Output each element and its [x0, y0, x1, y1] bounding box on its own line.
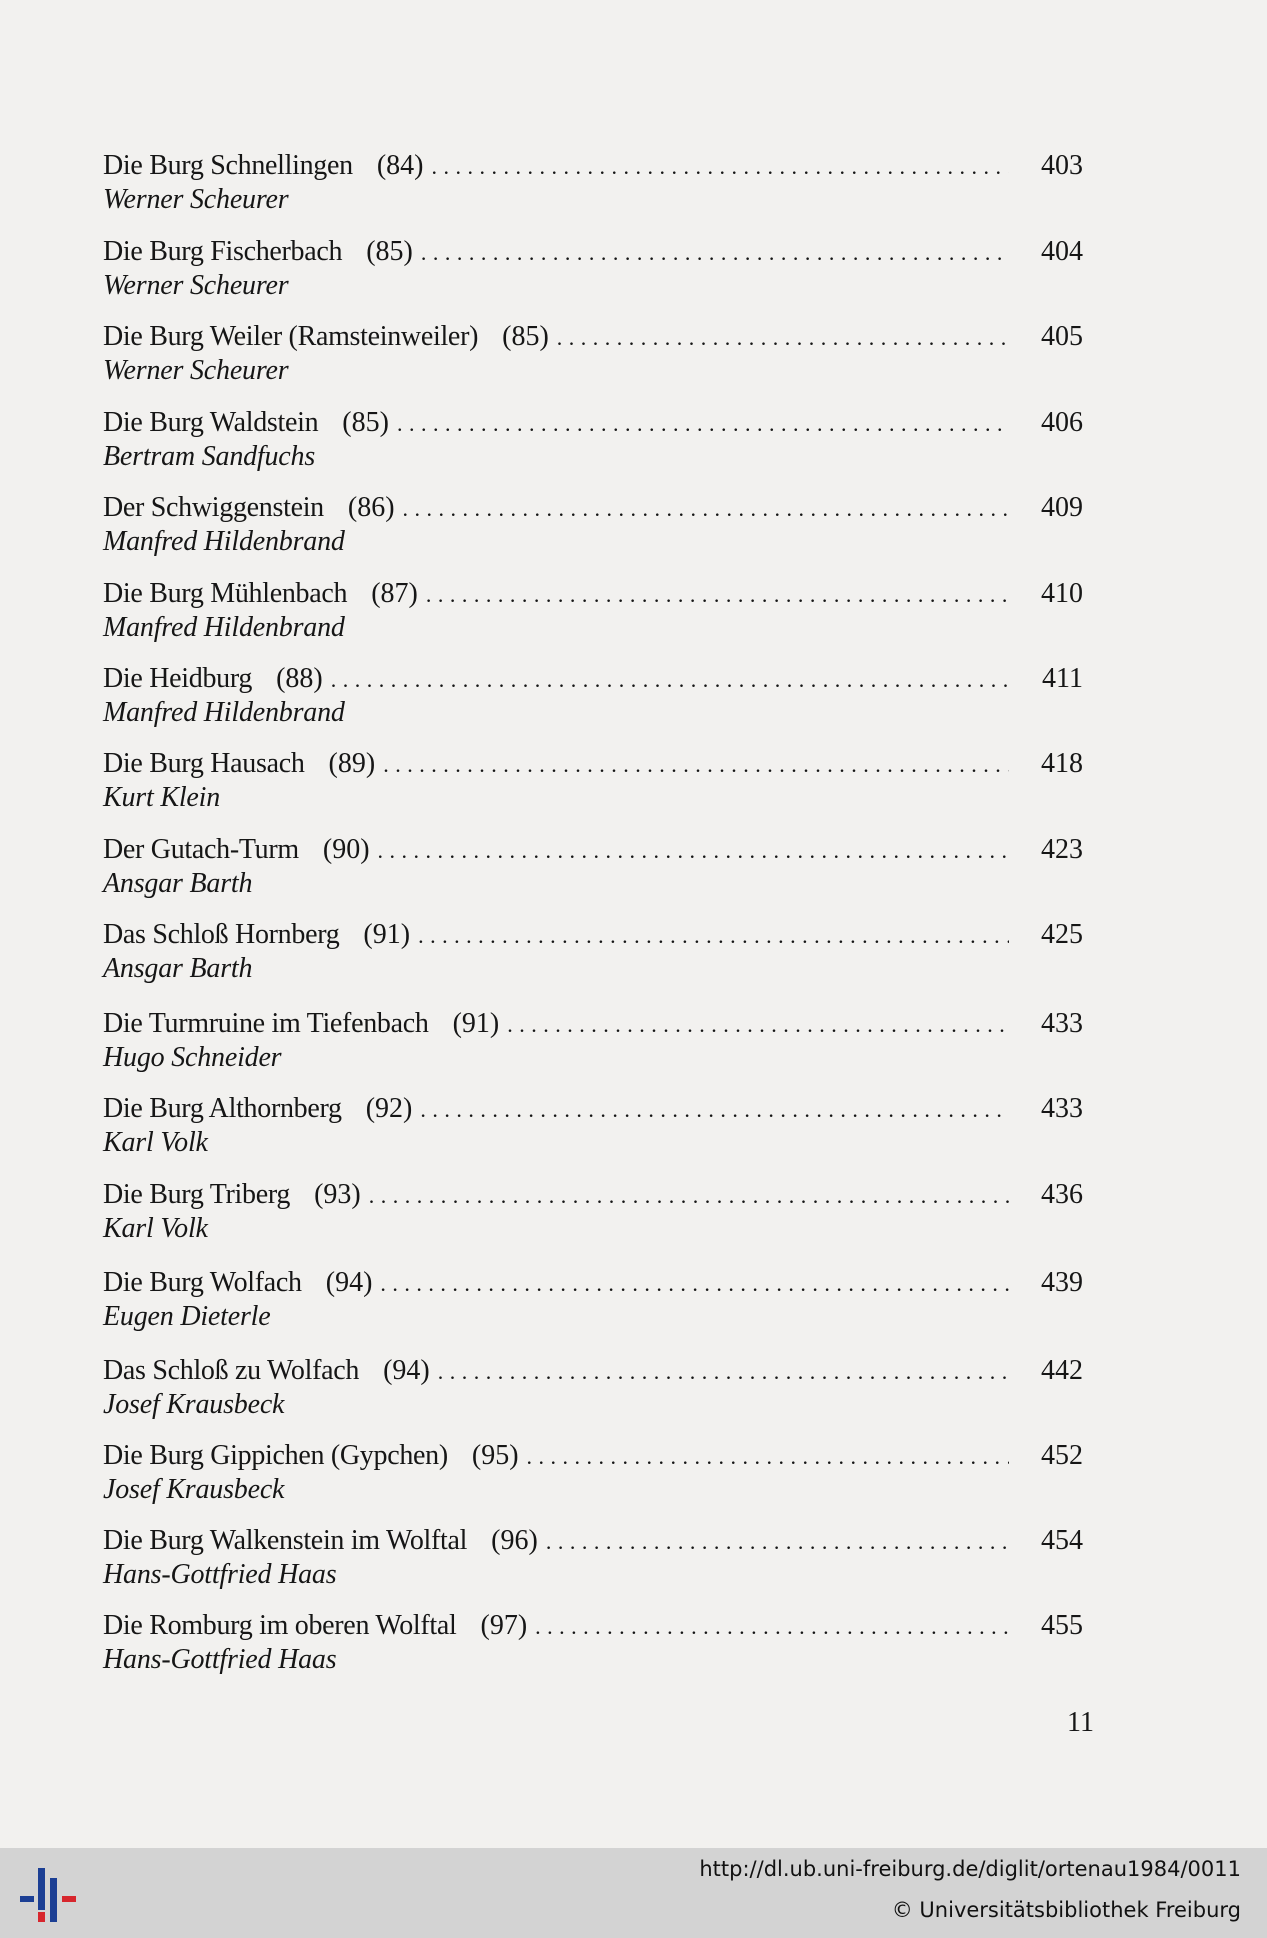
entry-page: 442 [1041, 1355, 1083, 1386]
entry-title: Die Burg Fischerbach [103, 236, 343, 267]
toc-entry [103, 146, 1083, 226]
entry-title: Die Burg Wolfach [103, 1267, 302, 1298]
toc-entry [103, 830, 1083, 910]
toc-entry [103, 403, 1083, 483]
dot-leader [397, 404, 1009, 444]
entry-author: Manfred Hildenbrand [103, 526, 345, 557]
entry-number: (89) [328, 748, 376, 779]
entry-number: (86) [347, 492, 395, 523]
entry-page: 454 [1041, 1525, 1083, 1556]
entry-author: Manfred Hildenbrand [103, 612, 345, 643]
dot-leader [431, 147, 1009, 187]
dot-leader [418, 916, 1009, 956]
entry-page: 410 [1041, 578, 1083, 609]
dot-leader [507, 1005, 1009, 1045]
entry-number: (91) [452, 1008, 500, 1039]
entry-number: (84) [376, 150, 424, 181]
entry-page: 418 [1041, 748, 1083, 779]
entry-author: Hugo Schneider [103, 1042, 282, 1073]
entry-author: Eugen Dieterle [103, 1301, 271, 1332]
entry-author: Werner Scheurer [103, 184, 289, 215]
entry-title: Die Burg Althornberg [103, 1093, 342, 1124]
entry-title: Die Burg Waldstein [103, 407, 319, 438]
entry-author: Werner Scheurer [103, 270, 289, 301]
entry-title: Die Burg Schnellingen [103, 150, 353, 181]
library-footer [0, 1848, 1267, 1938]
toc-line [103, 1089, 1083, 1129]
entry-author: Karl Volk [103, 1213, 208, 1244]
ub-freiburg-logo-icon [16, 1862, 80, 1926]
entry-title: Der Schwiggenstein [103, 492, 324, 523]
entry-number: (92) [365, 1093, 413, 1124]
entry-title: Das Schloß Hornberg [103, 919, 340, 950]
entry-number: (96) [491, 1525, 538, 1556]
dot-leader [403, 489, 1009, 529]
entry-page: 405 [1041, 321, 1083, 352]
entry-author: Bertram Sandfuchs [103, 441, 316, 472]
toc-entry [103, 659, 1083, 739]
entry-title: Die Burg Weiler (Ramsteinweiler) [103, 321, 479, 352]
toc-line [103, 744, 1083, 784]
toc-entry [103, 915, 1083, 995]
entry-title: Der Gutach-Turm [103, 834, 299, 865]
entry-title: Das Schloß zu Wolfach [103, 1355, 360, 1386]
entry-title: Die Burg Mühlenbach [103, 578, 348, 609]
entry-title: Die Turmruine im Tiefenbach [103, 1008, 429, 1039]
entry-number: (97) [480, 1610, 528, 1641]
entry-page: 411 [1042, 663, 1083, 694]
entry-page: 403 [1041, 150, 1083, 181]
entry-author: Josef Krausbeck [103, 1389, 285, 1420]
entry-author: Karl Volk [103, 1127, 208, 1158]
entry-author: Werner Scheurer [103, 355, 289, 386]
entry-page: 436 [1041, 1179, 1083, 1210]
entry-page: 433 [1041, 1008, 1083, 1039]
dot-leader [380, 1264, 1009, 1304]
entry-number: (91) [363, 919, 411, 950]
entry-number: (94) [383, 1355, 430, 1386]
toc-entry [103, 1089, 1083, 1169]
toc-entry [103, 1521, 1083, 1601]
entry-number: (94) [325, 1267, 373, 1298]
toc-entry [103, 232, 1083, 312]
entry-author: Ansgar Barth [103, 868, 253, 899]
entry-author: Manfred Hildenbrand [103, 697, 345, 728]
entry-author: Kurt Klein [103, 782, 221, 813]
dot-leader [438, 1352, 1009, 1392]
entry-author: Ansgar Barth [103, 953, 253, 984]
entry-number: (85) [502, 321, 549, 352]
entry-page: 452 [1041, 1440, 1083, 1471]
dot-leader [420, 1090, 1009, 1130]
entry-page: 455 [1041, 1610, 1083, 1641]
entry-title: Die Burg Gippichen (Gypchen) [103, 1440, 448, 1471]
dot-leader [557, 318, 1009, 358]
toc-entry [103, 744, 1083, 824]
dot-leader [383, 745, 1009, 785]
dot-leader [527, 1437, 1009, 1477]
entry-page: 439 [1041, 1267, 1083, 1298]
toc-entry [103, 1606, 1083, 1686]
entry-number: (88) [276, 663, 323, 694]
dot-leader [426, 575, 1009, 615]
entry-number: (85) [342, 407, 389, 438]
dot-leader [535, 1607, 1009, 1647]
dot-leader [378, 831, 1009, 871]
entry-page: 409 [1041, 492, 1083, 523]
entry-title: Die Burg Hausach [103, 748, 305, 779]
entry-number: (87) [371, 578, 418, 609]
entry-title: Die Burg Walkenstein im Wolftal [103, 1525, 468, 1556]
entry-page: 433 [1041, 1093, 1083, 1124]
entry-title: Die Romburg im oberen Wolftal [103, 1610, 457, 1641]
entry-number: (85) [366, 236, 413, 267]
entry-page: 406 [1041, 407, 1083, 438]
dot-leader [369, 1176, 1009, 1216]
entry-number: (90) [322, 834, 370, 865]
source-url[interactable]: http://dl.ub.uni-freiburg.de/diglit/ortenau1984/0011 [699, 1857, 1241, 1881]
entry-number: (95) [471, 1440, 519, 1471]
toc-entry [103, 317, 1083, 397]
toc-entry [103, 488, 1083, 568]
dot-leader [546, 1522, 1009, 1562]
entry-author: Hans-Gottfried Haas [103, 1559, 337, 1590]
toc-entry [103, 574, 1083, 654]
entry-number: (93) [314, 1179, 361, 1210]
entry-page: 423 [1041, 834, 1083, 865]
entry-author: Josef Krausbeck [103, 1474, 285, 1505]
entry-page: 425 [1041, 919, 1083, 950]
dot-leader [421, 233, 1009, 273]
entry-page: 404 [1041, 236, 1083, 267]
entry-author: Hans-Gottfried Haas [103, 1644, 337, 1675]
dot-leader [331, 660, 1009, 700]
entry-title: Die Heidburg [103, 663, 253, 694]
entry-title: Die Burg Triberg [103, 1179, 291, 1210]
copyright-notice: © Universitätsbibliothek Freiburg [891, 1898, 1241, 1922]
toc-entry [103, 1351, 1083, 1431]
toc-line [103, 1175, 1083, 1215]
toc-entry [103, 1436, 1083, 1516]
toc-entry [103, 1175, 1083, 1255]
page-number: 11 [1067, 1707, 1094, 1738]
toc-entry [103, 1004, 1083, 1084]
toc-entry [103, 1263, 1083, 1343]
